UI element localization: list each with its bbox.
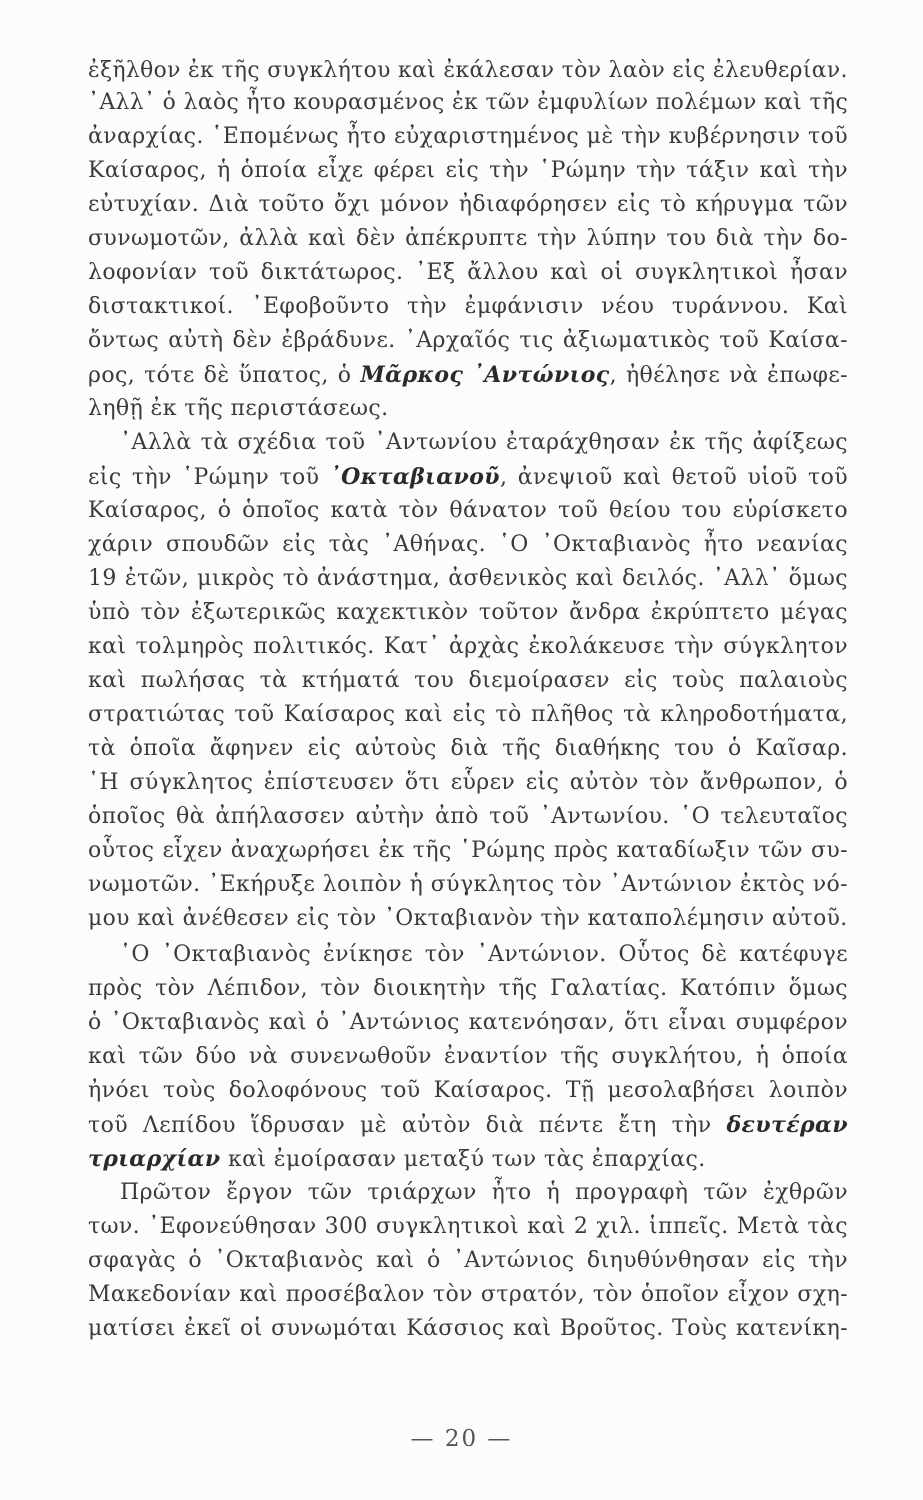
line-text: ὁποῖος θὰ ἀπήλασσεν αὐτὴν ἀπὸ τοῦ ᾿Αντωνίου. ῾Ο τελευταῖος bbox=[88, 804, 848, 829]
text-line bbox=[88, 598, 848, 628]
line-text: χάριν σπουδῶν εἰς τὰς ᾿Αθήνας. ῾Ο ᾿Οκταβιανὸς ἦτο νεανίας bbox=[88, 532, 848, 557]
text-line bbox=[88, 802, 848, 832]
line-text: , ἠθέλησε νὰ ἐπωφε- bbox=[609, 363, 848, 388]
text-line bbox=[88, 496, 848, 526]
emphasized-term: Μᾶρκος ᾿Αντώνιος bbox=[360, 362, 610, 388]
line-text: ἐξῆλθον ἐκ τῆς συγκλήτου καὶ ἐκάλεσαν τὸν λαὸν εἰς ἐλευθερίαν. bbox=[88, 58, 848, 83]
line-text: ρος, τότε δὲ ὕπατος, ὁ bbox=[88, 363, 361, 388]
line-text: των. ᾿Εφονεύθησαν 300 συγκλητικοὶ καὶ 2 χιλ. ἱππεῖς. Μετὰ τὰς bbox=[88, 1214, 848, 1239]
text-line bbox=[88, 870, 848, 900]
line-text: Πρῶτον ἔργον τῶν τριάρχων ἦτο ἡ προγραφὴ τῶν ἐχθρῶν bbox=[120, 1180, 848, 1205]
emphasized-term: ᾿Οκταβιανοῦ bbox=[329, 464, 500, 490]
line-text: Μακεδονίαν καὶ προσέβαλον τὸν στρατόν, τὸν ὁποῖον εἶχον σχη- bbox=[88, 1282, 848, 1307]
text-line bbox=[88, 56, 848, 86]
line-text: ᾿Αλλὰ τὰ σχέδια τοῦ ᾿Αντωνίου ἐταράχθησαν ἐκ τῆς ἀφίξεως bbox=[120, 430, 848, 455]
text-line bbox=[88, 734, 848, 764]
emphasized-term: δευτέραν bbox=[726, 1112, 848, 1138]
line-text: σφαγὰς ὁ ᾿Οκταβιανὸς καὶ ὁ ᾿Αντώνιος διηυθύνθησαν εἰς τὴν bbox=[88, 1248, 848, 1273]
line-text: , ἀνεψιοῦ καὶ θετοῦ υἱοῦ τοῦ bbox=[499, 465, 849, 490]
text-line bbox=[88, 360, 848, 390]
line-text: ἠνόει τοὺς δολοφόνους τοῦ Καίσαρος. Τῇ μεσολαβήσει λοιπὸν bbox=[88, 1078, 848, 1103]
text-line bbox=[88, 224, 848, 254]
text-line bbox=[88, 1008, 848, 1038]
line-text: ληθῇ ἐκ τῆς περιστάσεως. bbox=[88, 396, 389, 421]
text-line bbox=[120, 1178, 848, 1208]
line-text: τὰ ὁποῖα ἄφηνεν εἰς αὐτοὺς διὰ τῆς διαθήκης του ὁ Καῖσαρ. bbox=[88, 736, 848, 761]
text-line bbox=[88, 1110, 848, 1140]
line-text: Καίσαρος, ἡ ὁποία εἶχε φέρει εἰς τὴν ῾Ρώμην τὴν τάξιν καὶ τὴν bbox=[88, 158, 848, 183]
text-line bbox=[88, 88, 849, 118]
line-text: πρὸς τὸν Λέπιδον, τὸν διοικητὴν τῆς Γαλατίας. Κατόπιν ὅμως bbox=[88, 976, 848, 1001]
line-text: Καίσαρος, ὁ ὁποῖος κατὰ τὸν θάνατον τοῦ θείου του εὑρίσκετο bbox=[88, 498, 848, 523]
emphasized-term: τριαρχίαν bbox=[88, 1146, 221, 1172]
line-text: ὁ ᾿Οκταβιανὸς καὶ ὁ ᾿Αντώνιος κατενόησαν, ὅτι εἶναι συμφέρον bbox=[88, 1010, 848, 1035]
text-line bbox=[88, 666, 848, 696]
text-line bbox=[88, 632, 848, 662]
line-text: καὶ τῶν δύο νὰ συνενωθοῦν ἐναντίον τῆς συγκλήτου, ἡ ὁποία bbox=[88, 1044, 848, 1069]
text-line bbox=[120, 940, 848, 970]
text-line bbox=[88, 394, 848, 424]
text-line bbox=[88, 1314, 848, 1344]
line-text: εὐτυχίαν. Διὰ τοῦτο ὄχι μόνον ἠδιαφόρησεν εἰς τὸ κήρυγμα τῶν bbox=[88, 192, 848, 217]
text-line bbox=[88, 292, 848, 322]
line-text: μου καὶ ἀνέθεσεν εἰς τὸν ᾿Οκταβιανὸν τὴν καταπολέμησιν αὐτοῦ. bbox=[88, 906, 848, 931]
text-line bbox=[88, 258, 848, 288]
text-line bbox=[88, 904, 848, 934]
line-text: τοῦ Λεπίδου ἵδρυσαν μὲ αὐτὸν διὰ πέντε ἔτη τὴν bbox=[88, 1113, 727, 1138]
text-line bbox=[88, 1042, 848, 1072]
text-line bbox=[88, 122, 848, 152]
text-line bbox=[88, 836, 848, 866]
line-text: λοφονίαν τοῦ δικτάτωρος. ᾿Εξ ἄλλου καὶ οἱ συγκλητικοὶ ἦσαν bbox=[88, 260, 848, 285]
line-text: εἰς τὴν ῾Ρώμην τοῦ bbox=[88, 465, 330, 490]
line-text: καὶ τολμηρὸς πολιτικός. Κατ᾿ ἀρχὰς ἐκολάκευσε τὴν σύγκλητον bbox=[88, 634, 848, 659]
line-text: καὶ ἐμοίρασαν μεταξύ των τὰς ἐπαρχίας. bbox=[220, 1147, 706, 1172]
text-line bbox=[88, 462, 848, 492]
line-text: νωμοτῶν. ᾿Εκήρυξε λοιπὸν ἡ σύγκλητος τὸν ᾿Αντώνιον ἐκτὸς νό- bbox=[88, 872, 848, 897]
line-text: 19 ἐτῶν, μικρὸς τὸ ἀνάστημα, ἀσθενικὸς καὶ δειλός. ᾿Αλλ᾿ ὅμως bbox=[88, 566, 848, 591]
line-text: συνωμοτῶν, ἀλλὰ καὶ δὲν ἀπέκρυπτε τὴν λύπην του διὰ τὴν δο- bbox=[88, 226, 848, 251]
line-text: οὗτος εἶχεν ἀναχωρήσει ἐκ τῆς ῾Ρώμης πρὸς καταδίωξιν τῶν συ- bbox=[88, 838, 848, 863]
text-line bbox=[88, 1144, 848, 1174]
line-text: ὄντως αὐτὴ δὲν ἐβράδυνε. ᾿Αρχαῖός τις ἀξιωματικὸς τοῦ Καίσα- bbox=[88, 328, 848, 353]
line-text: ματίσει ἐκεῖ οἱ συνωμόται Κάσσιος καὶ Βροῦτος. Τοὺς κατενίκη- bbox=[88, 1316, 848, 1341]
text-line bbox=[88, 1280, 848, 1310]
text-line bbox=[88, 530, 848, 560]
line-text: ᾿Αλλ᾿ ὁ λαὸς ἦτο κουρασμένος ἐκ τῶν ἐμφυλίων πολέμων καὶ τῆς bbox=[88, 90, 849, 115]
text-line bbox=[88, 768, 848, 798]
line-text: στρατιώτας τοῦ Καίσαρος καὶ εἰς τὸ πλῆθος τὰ κληροδοτήματα, bbox=[88, 702, 848, 727]
text-line bbox=[88, 190, 848, 220]
text-line bbox=[120, 428, 848, 458]
text-line bbox=[88, 1246, 848, 1276]
line-text: ῾Ο ᾿Οκταβιανὸς ἐνίκησε τὸν ᾿Αντώνιον. Οὗτος δὲ κατέφυγε bbox=[120, 942, 848, 967]
line-text: ῾Η σύγκλητος ἐπίστευσεν ὅτι εὗρεν εἰς αὐτὸν τὸν ἄνθρωπον, ὁ bbox=[88, 770, 848, 795]
line-text: διστακτικοί. ᾿Εφοβοῦντο τὴν ἐμφάνισιν νέου τυράννου. Καὶ bbox=[88, 294, 848, 319]
text-line bbox=[88, 1212, 848, 1242]
text-line bbox=[88, 156, 848, 186]
page-number: — 20 — bbox=[410, 1426, 513, 1452]
text-line bbox=[88, 326, 848, 356]
text-line bbox=[88, 564, 848, 594]
line-text: ἀναρχίας. ῾Επομένως ἦτο εὐχαριστημένος μὲ τὴν κυβέρνησιν τοῦ bbox=[88, 124, 848, 149]
text-line bbox=[88, 974, 848, 1004]
line-text: ὑπὸ τὸν ἐξωτερικῶς καχεκτικὸν τοῦτον ἄνδρα ἐκρύπτετο μέγας bbox=[88, 600, 848, 625]
text-line bbox=[88, 700, 848, 730]
line-text: καὶ πωλήσας τὰ κτήματά του διεμοίρασεν εἰς τοὺς παλαιοὺς bbox=[88, 668, 848, 693]
text-line bbox=[88, 1076, 848, 1106]
